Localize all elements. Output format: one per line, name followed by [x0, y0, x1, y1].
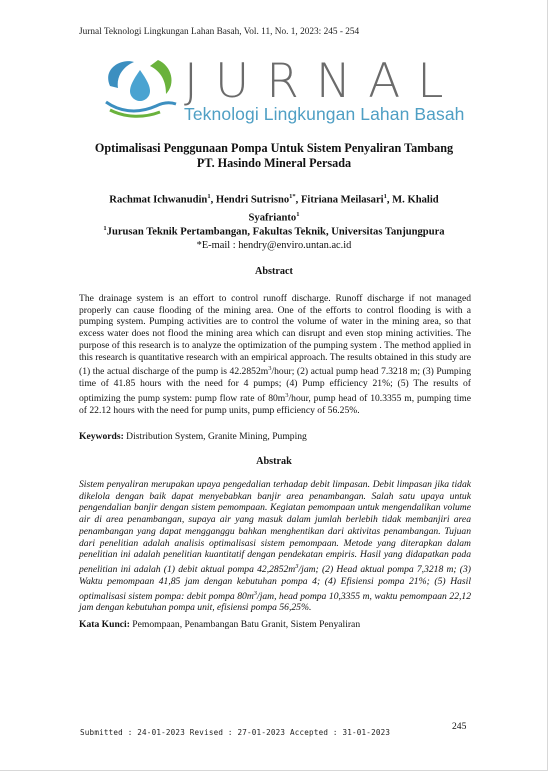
- author-superscript: 1: [383, 193, 387, 200]
- page-number: 245: [452, 721, 467, 732]
- kata-kunci: [79, 619, 360, 630]
- journal-logo: [100, 56, 470, 126]
- abstrak-superscript: 3: [253, 589, 258, 597]
- title-line-2: PT. Hasindo Mineral Persada: [196, 156, 352, 170]
- abstrak-heading: Abstrak: [256, 456, 292, 467]
- abstract-text: /hour, pump head of 10.3355 m, pumping time of 22.12 hours with the need for pump units, pump efficiency of 56.25%.: [79, 393, 472, 416]
- kata-kunci-label: Kata Kunci:: [79, 619, 130, 630]
- author-affiliation: [60, 222, 488, 240]
- abstrak-text: /jam, head pompa 10,3355 m, waktu pemompaan 22,12 jam dengan kebutuhan pompa unit, efisiensi pompa 56,25%.: [79, 590, 471, 614]
- keywords-label: Keywords:: [79, 431, 124, 442]
- corresponding-email: *E-mail : hendry@enviro.untan.ac.id: [196, 240, 352, 251]
- title-line-1: Optimalisasi Penggunaan Pompa Untuk Sistem Penyaliran Tambang: [94, 141, 454, 155]
- author-name: Fitriana Meilasari: [300, 194, 384, 206]
- article-title: [60, 141, 488, 171]
- abstract-text: /hour; (2) actual pump head 7.3218 m; (3) Pumping time of 41.85 hours with the need for 4 pumps; (4) Pump efficiency 21%; (5) The results of optimizing the pump system: pump flow rate of 80m: [79, 366, 471, 404]
- water-drop-leaf-icon: [100, 56, 180, 126]
- abstract-heading: Abstract: [255, 266, 293, 277]
- affiliation-superscript: 1: [103, 225, 107, 232]
- affiliation-text: Jurusan Teknik Pertambangan, Fakultas Teknik, Universitas Tanjungpura: [106, 226, 445, 238]
- author-name: Hendri Sutrisno: [215, 194, 290, 206]
- abstrak-text: Sistem penyaliran merupakan upaya pengedalian terhadap debit limpasan. Debit limpasan jika tidak dikelola dengan baik dapat menyebabkan banjir area penambangan. Salah satu upaya untuk pengendalian banjir dengan sistem pemompaan. Kegiatan pemompaan untuk mengendalikan volume air di area penambangan, supaya air yang masuk dalam jumlah berlebih tidak membanjiri area penambangan yang dapat mengganggu bahkan menghentikan dari aktivitas penambangan. Tujuan dari penelitian adalah analisis optimalisasi sistem pemompaan. Metode yang diterapkan dalam penelitian ini adalah penelitian kuantitatif dengan pendekatan empiris. Hasil yang didapatkan pada penelitian ini adalah (1) debit aktual pompa 42,2852m: [79, 479, 471, 576]
- abstract-superscript: 3: [268, 365, 272, 373]
- keywords: [79, 431, 307, 442]
- journal-citation-header: Jurnal Teknologi Lingkungan Lahan Basah, Vol. 11, No. 1, 2023: 245 - 254: [79, 27, 360, 37]
- keywords-text: Distribution System, Granite Mining, Pumping: [123, 431, 307, 442]
- author-name: Rachmat Ichwanudin: [109, 194, 208, 206]
- submission-dates-footer: Submitted : 24-01-2023 Revised : 27-01-2023 Accepted : 31-01-2023: [80, 728, 391, 737]
- author-superscript: 1*: [289, 193, 296, 200]
- author-superscript: 1: [207, 193, 211, 200]
- author-name: M. Khalid Syafrianto: [248, 194, 439, 224]
- logo-wordmark: JURNAL: [184, 54, 461, 109]
- author-list: Rachmat Ichwanudin$^1$, Hendri Sutrisno$^{1*}$, Fitriana Meilasari$^1$, M. Khalid Syafrianto$^1$: [109, 193, 439, 224]
- abstract-text: The drainage system is an effort to control runoff discharge. Runoff discharge if not managed properly can cause flooding of the mining area. One of the efforts to control flooding is with a pumping system. Pumping activities are to control the volume of water in the mining area, so that excess water does not flood the mining area which can disrupt and even stop mining activities. The purpose of this research is to analyze the optimization of the pumping system . The method applied in this research is quantitative research with an empirical approach. The results obtained in this study are (1) the actual discharge of the pump is 42.2852m: [79, 293, 471, 378]
- abstrak-body: [79, 479, 471, 614]
- kata-kunci-text: Pemompaan, Penambangan Batu Granit, Sistem Penyaliran: [129, 619, 361, 630]
- abstrak-text: /jam; (2) Head aktual pompa 7,3218 m; (3) Waktu pemompaan 41,85 jam dengan kebutuhan pompa 4; (4) Efisiensi pompa 21%; (5) Hasil optimalisasi sistem pompa: debit pompa 80m: [79, 564, 471, 602]
- abstract-superscript: 3: [285, 391, 289, 399]
- author-superscript: 1: [296, 210, 300, 218]
- abstract-body: [79, 293, 471, 416]
- logo-subtitle: Teknologi Lingkungan Lahan Basah: [184, 104, 465, 124]
- abstrak-superscript: 3: [295, 562, 299, 570]
